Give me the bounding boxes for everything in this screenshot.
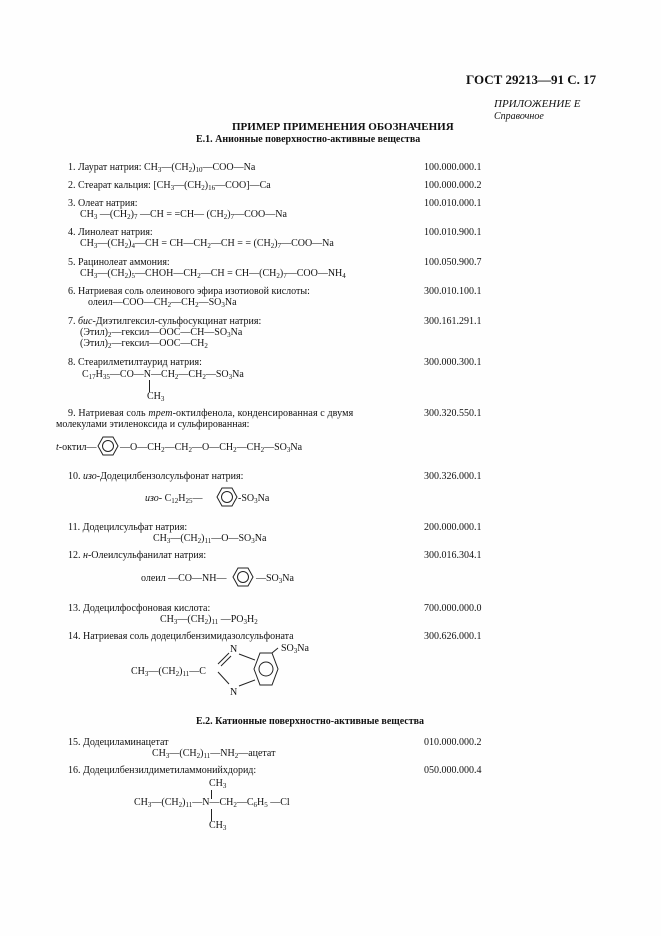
formula: $CH_3—(CH_2)_5—CHOH—CH_2—CH$ = $CH—(CH_2)_7—COO—NH_4$ (80, 268, 346, 280)
list-item: 5. Рацинолеат аммония: (68, 257, 170, 268)
list-item: 14. Натриевая соль додецилбензимидазолсульфоната (68, 631, 294, 642)
section-anionic: Е.1. Анионные поверхностно-активные вещества (196, 134, 421, 145)
list-item: 4. Линолеат натрия: (68, 227, 153, 238)
formula: $C_{17}H_{35}—CO—N—CH_2—CH_2—SO_3Na$ (82, 369, 244, 381)
item-code: 300.320.550.1 (424, 408, 482, 419)
formula: $SO_3Na$ (281, 643, 309, 655)
item-code: 300.161.291.1 (424, 316, 482, 327)
formula: t-октил— (56, 442, 97, 453)
item-code: 300.326.000.1 (424, 471, 482, 482)
item-code: 100.010.900.1 (424, 227, 482, 238)
formula: $CH_3$ (209, 778, 227, 790)
item-code: 300.010.100.1 (424, 286, 482, 297)
list-item: 8. Стеарилметилтаурид натрия: (68, 357, 202, 368)
item-code: 200.000.000.1 (424, 522, 482, 533)
formula: $(Этил)_2—гексил—OOC—CH—SO_3Na$ (80, 327, 243, 339)
formula-atom: N (230, 644, 238, 655)
formula: олеил —CO—NH— (141, 573, 227, 584)
item-code: 050.000.000.4 (424, 765, 482, 776)
list-item: 1. Лаурат натрия: $CH_3—(CH_2)_{10}—COO—Na$ (68, 162, 256, 174)
item-code: 100.000.000.2 (424, 180, 482, 191)
formula: $—O—CH_2—CH_2—O—CH_2—CH_2—SO_3Na$ (120, 442, 303, 454)
benzene-ring-icon (232, 567, 254, 587)
list-item-continuation: молекулами этиленоксида и сульфированная: (56, 419, 250, 430)
appendix-label: ПРИЛОЖЕНИЕ Е (494, 98, 581, 110)
page-title: ПРИМЕР ПРИМЕНЕНИЯ ОБОЗНАЧЕНИЯ (232, 121, 454, 133)
list-item: 16. Додецилбензилдиметиламмонийхдорид: (68, 765, 257, 776)
formula: изо- $C_{12}H_{25}—$ (145, 493, 203, 505)
list-item: 7. бис-Диэтилгексил-сульфосукцинат натрия: (68, 316, 262, 327)
doc-header: ГОСТ 29213—91 С. 17 (466, 72, 597, 87)
item-code: 100.000.000.1 (424, 162, 482, 173)
formula: $-SO_3Na$ (238, 493, 270, 505)
item-code: 100.050.900.7 (424, 257, 482, 268)
appendix-status: Справочное (494, 111, 544, 122)
list-item: 9. Натриевая соль трет-октилфенола, конденсированная с двумя (68, 408, 354, 419)
section-cationic: Е.2. Катионные поверхностно-активные вещества (196, 716, 425, 727)
benzimidazole-ring-icon (210, 648, 290, 698)
item-code: 300.016.304.1 (424, 550, 482, 561)
formula: $CH_3—(CH_2)_{11}—O—SO_3Na$ (153, 533, 267, 545)
item-code: 700.000.000.0 (424, 603, 482, 614)
list-item: 15. Додециламинацетат (68, 737, 169, 748)
formula: $CH_3$ $—(CH_2)_7$ —CH = =CH— $(CH_2)_7—COO—Na$ (80, 209, 287, 221)
formula: $CH_3—(CH_2)_4—CH$ = $CH—CH_2—CH$ = = $(CH_2)_7—COO—Na$ (80, 238, 334, 250)
list-item: 10. изо-Додецилбензолсульфонат натрия: (68, 471, 244, 482)
list-item: 3. Олеат натрия: (68, 198, 138, 209)
list-item: 13. Додецилфосфоновая кислота: (68, 603, 211, 614)
item-code: 300.000.300.1 (424, 357, 482, 368)
item-code: 100.010.000.1 (424, 198, 482, 209)
list-item: 6. Натриевая соль олеинового эфира изотиовой кислоты: (68, 286, 310, 297)
benzene-ring-icon (97, 436, 119, 456)
formula: $CH_3—(CH_2)_{11}$ $—PO_3H_2$ (160, 614, 258, 626)
formula-atom: N (230, 687, 238, 698)
formula: $(Этил)_2—гексил—OOC—CH_2$ (80, 338, 208, 350)
item-code: 010.000.000.2 (424, 737, 482, 748)
formula: $CH_3—(CH_2)_{11}—N—CH_2—C_6H_5$ —Cl (134, 797, 290, 809)
formula: $—SO_3Na$ (256, 573, 294, 585)
list-item: 11. Додецилсульфат натрия: (68, 522, 188, 533)
list-item: 2. Стеарат кальция: $[CH_3—(CH_2)_{16}—COO]—Ca$ (68, 180, 271, 192)
formula: $CH_3$ (147, 391, 165, 403)
benzene-ring-icon (216, 487, 238, 507)
formula: $олеил—COO—CH_2—CH_2—SO_3Na$ (88, 297, 237, 309)
formula: $CH_3$ (209, 820, 227, 832)
formula: $CH_3—(CH_2)_{11}—C$ (131, 666, 206, 678)
formula: $CH_3—(CH_2)_{11}—NH_2—ацетат$ (152, 748, 276, 760)
item-code: 300.626.000.1 (424, 631, 482, 642)
list-item: 12. н-Олеилсульфанилат натрия: (68, 550, 207, 561)
